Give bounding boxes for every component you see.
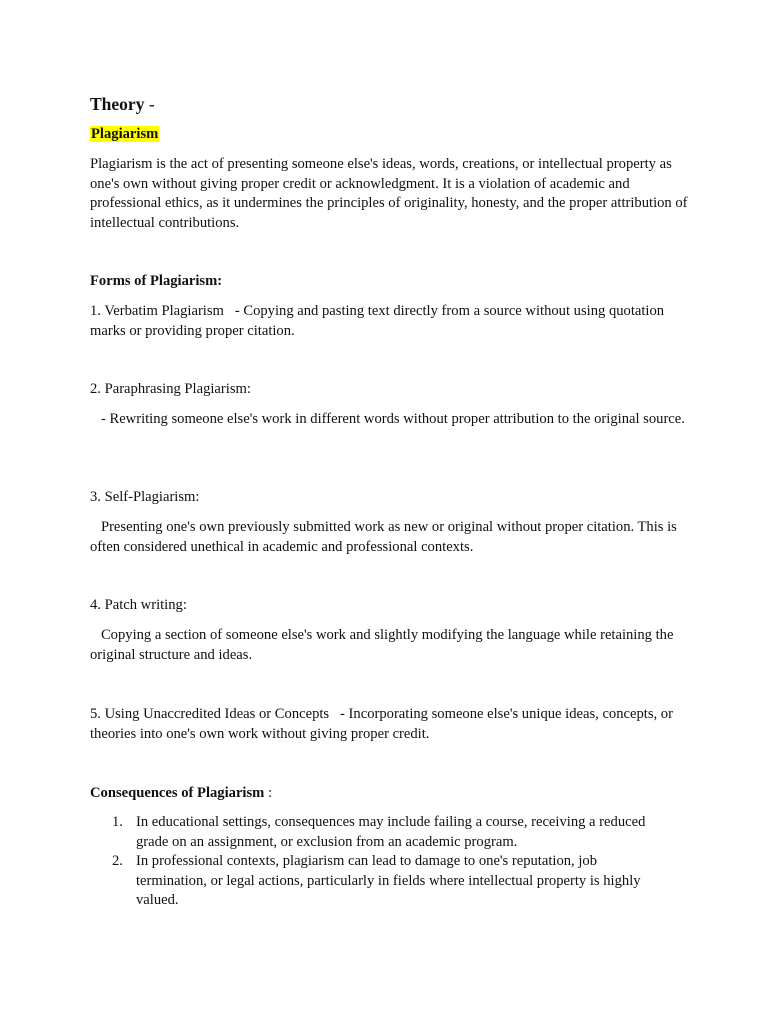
- plagiarism-heading: [90, 125, 690, 145]
- form-body-patch-writing: Copying a section of someone else's work and slightly modifying the language while retaining the original structure and ideas.: [90, 627, 678, 663]
- consequences-heading: [90, 784, 690, 804]
- intro-paragraph: Plagiarism is the act of presenting someone else's ideas, words, creations, or intellectual property as one's own without giving proper credit or acknowledgment. It is a violation of academic and professional ethics, as it undermines the principles of originality, honesty, and the proper attribution of intellectual contributions.: [90, 156, 688, 231]
- consequences-heading-suffix: :: [264, 785, 273, 801]
- form-heading-paraphrasing: 2. Paraphrasing Plagiarism:: [90, 381, 251, 397]
- form-item-verbatim: 1. Verbatim Plagiarism - Copying and pasting text directly from a source without using quotation marks or providing proper citation.: [90, 303, 668, 339]
- theory-heading-suffix: -: [144, 94, 155, 114]
- form-item-unaccredited-ideas: 5. Using Unaccredited Ideas or Concepts - Incorporating someone else's unique ideas, concepts, or theories into one's own work without giving proper credit.: [90, 706, 677, 742]
- list-item: [90, 852, 666, 911]
- forms-heading: Forms of Plagiarism:: [90, 273, 223, 289]
- consequences-list: [90, 813, 690, 911]
- form-body-self-plagiarism: Presenting one's own previously submitted work as new or original without proper citation. This is often considered unethical in academic and professional contexts.: [90, 519, 681, 555]
- list-item-text: In educational settings, consequences may include failing a course, receiving a reduced grade on an assignment, or exclusion from an academic program.: [136, 814, 646, 850]
- list-item-text: In professional contexts, plagiarism can lead to damage to one's reputation, job termination, or legal actions, particularly in fields where intellectual property is highly valued.: [136, 853, 641, 909]
- list-item-number: 2.: [112, 853, 123, 870]
- form-heading-patch-writing: 4. Patch writing:: [90, 597, 187, 613]
- consequences-heading-text: Consequences of Plagiarism: [90, 785, 265, 801]
- plagiarism-heading-text: Plagiarism: [91, 126, 159, 142]
- theory-heading: [90, 93, 690, 115]
- list-item: [90, 813, 666, 852]
- theory-heading-text: Theory: [90, 94, 145, 114]
- list-item-number: 1.: [112, 814, 123, 830]
- form-body-paraphrasing: - Rewriting someone else's work in different words without proper attribution to the original source.: [90, 411, 685, 427]
- form-heading-self-plagiarism: 3. Self-Plagiarism:: [90, 489, 200, 505]
